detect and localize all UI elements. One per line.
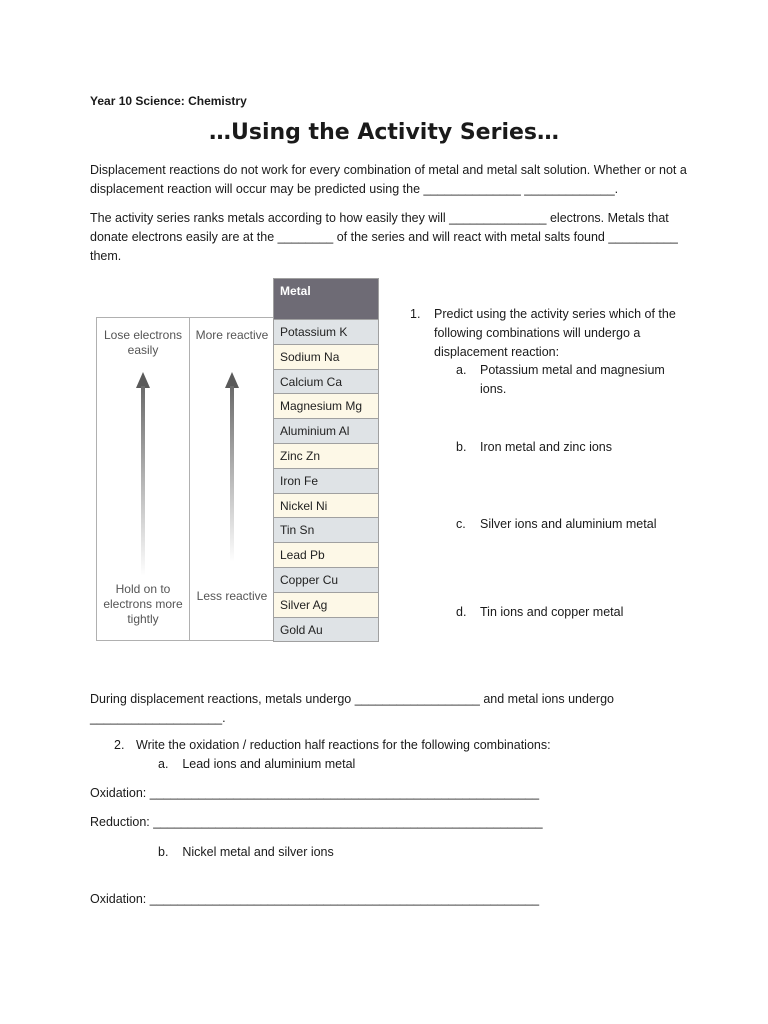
q2-item-a: a. Lead ions and aluminium metal [158,757,356,771]
metal-row: Potassium K [274,319,378,344]
arrow-shaft [230,386,234,562]
metal-row: Tin Sn [274,517,378,542]
item-letter: d. [456,605,467,619]
oxidation-answer-line-2[interactable]: Oxidation: ________________________________________________________ [90,892,540,906]
metal-row: Nickel Ni [274,493,378,518]
oxidation-answer-line[interactable]: Oxidation: ________________________________________________________ [90,786,540,800]
metal-row: Aluminium Al [274,418,378,443]
metal-row: Zinc Zn [274,443,378,468]
more-reactive-label: More reactive [195,328,269,342]
item-letter: c. [456,517,466,531]
figure-divider [189,317,190,641]
q2-item-b: b. Nickel metal and silver ions [158,845,334,859]
page-title: …Using the Activity Series… [208,120,560,145]
item-text: Tin ions and copper metal [480,605,624,619]
intro-paragraph-2: The activity series ranks metals according to how easily they will ______________ electrons. Metals that donate electrons easily are at the ________ of the series and will react with metal salts found __________ them. [90,211,678,263]
metal-row: Copper Cu [274,567,378,592]
reduction-answer-line[interactable]: Reduction: ________________________________________________________ [90,815,543,829]
hold-electrons-label: Hold on to electrons more tightly [103,582,183,626]
question-text: Predict using the activity series which of the following combinations will undergo a displacement reaction: [434,307,676,359]
metal-table [273,278,379,642]
metal-row: Lead Pb [274,542,378,567]
metal-table-header: Metal [274,279,378,319]
item-letter: a. [456,363,467,377]
arrow-shaft [141,386,145,576]
question-number: 1. [410,307,421,321]
question-2-number: 2. [114,738,125,752]
metal-row: Sodium Na [274,344,378,369]
metal-row: Gold Au [274,617,378,642]
metal-row: Silver Ag [274,592,378,617]
document-header: Year 10 Science: Chemistry [90,94,247,108]
item-text: Iron metal and zinc ions [480,440,613,454]
metal-row: Iron Fe [274,468,378,493]
intro-paragraph-1: Displacement reactions do not work for every combination of metal and metal salt solution. Whether or not a displacement reaction will occur may be predicted using the ______________ _____________. [90,163,687,196]
metal-row: Magnesium Mg [274,393,378,418]
displacement-paragraph: During displacement reactions, metals undergo __________________ and metal ions undergo ___________________. [90,692,614,725]
item-text: Potassium metal and magnesium ions. [480,363,665,396]
lose-electrons-label: Lose electrons easily [103,328,183,357]
item-letter: b. [456,440,467,454]
metal-row: Calcium Ca [274,369,378,394]
question-2-text: Write the oxidation / reduction half reactions for the following combinations: [136,738,551,752]
item-text: Silver ions and aluminium metal [480,517,657,531]
less-reactive-label: Less reactive [196,589,268,603]
